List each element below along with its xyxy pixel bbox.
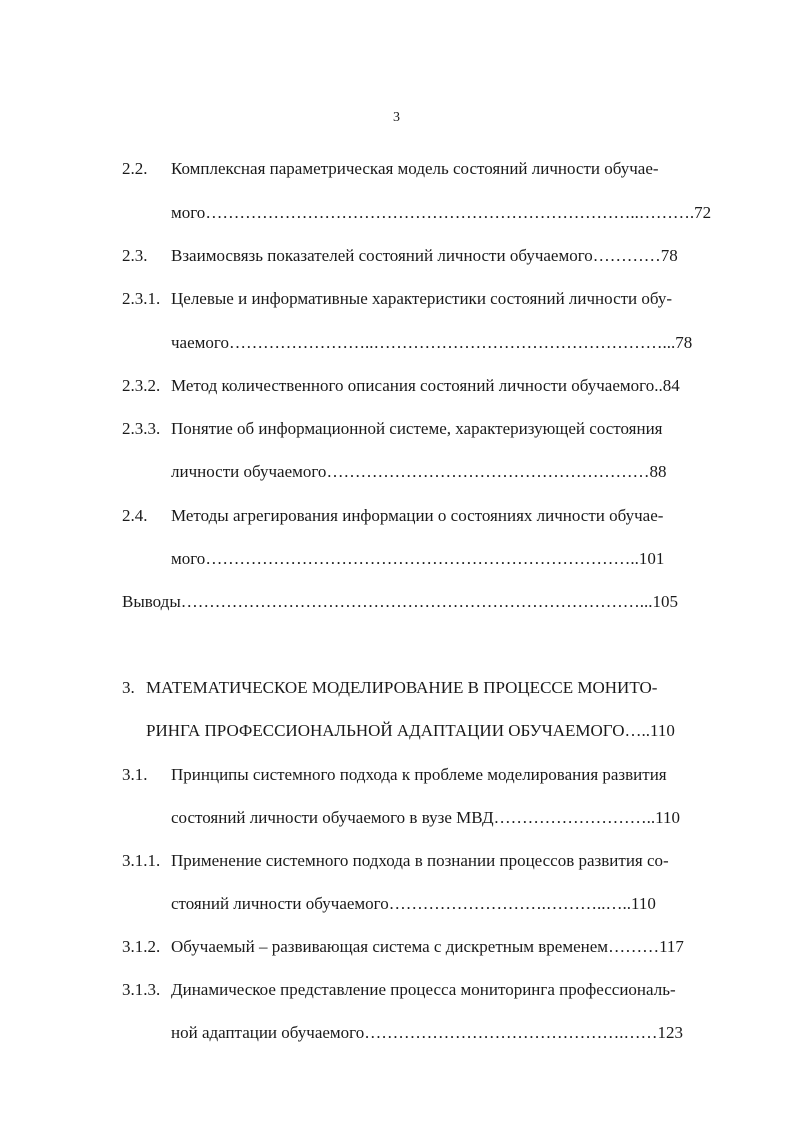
toc-title: состояний личности обучаемого в вузе МВД [171,808,494,827]
toc-page: 110 [655,808,680,827]
toc-entry-2-2-cont [171,202,711,224]
toc-entry-3-1-cont [171,807,680,829]
toc-entry-3-1-1-cont [171,893,656,915]
toc-title: личности обучаемого [171,462,327,481]
toc-number: 2.3.3. [122,419,161,438]
toc-number: 2.3. [122,246,148,265]
toc-title: Динамическое представление процесса мониторинга профессиональ- [171,980,676,999]
toc-title: Целевые и информативные характеристики состояний личности обу- [171,289,673,308]
toc-entry-2-4-cont [171,548,664,570]
toc-number: 3. [122,678,135,697]
toc-leader: ……… [608,937,660,956]
toc-page: 78 [660,246,678,265]
toc-entry-2-3-1-cont [171,332,692,354]
toc-chapter-3-cont [146,720,675,742]
toc-page: 88 [649,462,667,481]
toc-leader: ………………………………………………………………….. [205,549,639,568]
toc-title: Комплексная параметрическая модель состояний личности обучае- [171,159,659,178]
toc-leader: ….. [624,721,650,740]
toc-leader: …………………………………………………………………..………. [205,203,695,222]
toc-leader: .. [654,376,663,395]
toc-title: РИНГА ПРОФЕССИОНАЛЬНОЙ АДАПТАЦИИ ОБУЧАЕМОГО [146,721,625,740]
toc-page: 110 [650,721,675,740]
toc-title: Применение системного подхода в познании процессов развития со- [171,851,669,870]
toc-number: 2.4. [122,506,148,525]
toc-entry-2-3-3-cont [171,461,666,483]
toc-title: мого [171,203,206,222]
toc-page: 105 [652,592,679,611]
toc-leader: ……………………………………….…… [364,1023,658,1042]
toc-number: 2.3.1. [122,289,161,308]
toc-title: Метод количественного описания состояний личности обучаемого [171,376,655,395]
toc-number: 3.1.2. [122,937,161,956]
toc-number: 2.3.2. [122,376,161,395]
toc-entry-3-1-3-cont [171,1022,683,1044]
toc-title: Выводы [122,592,181,611]
toc-number: 3.1.3. [122,980,161,999]
toc-page: 84 [662,376,680,395]
toc-title: стояний личности обучаемого [171,894,389,913]
toc-leader: ……………………..……………………………………………... [228,333,676,352]
toc-leader: ……………………….………..….. [388,894,631,913]
toc-leader: ………………………………………………………………………... [180,592,653,611]
toc-title: Понятие об информационной системе, характеризующей состояния [171,419,663,438]
toc-page: 72 [694,203,712,222]
toc-number: 2.2. [122,159,148,178]
toc-page: 110 [630,894,656,913]
toc-leader: ……………………….. [493,808,656,827]
page-number: 3 [393,110,400,125]
toc-page: 117 [659,937,684,956]
toc-leader: ………………………………………………… [326,462,650,481]
toc-title: Обучаемый – развивающая система с дискретным временем [171,937,609,956]
toc-number: 3.1. [122,765,148,784]
toc-title: мого [171,549,206,568]
toc-title: Методы агрегирования информации о состояниях личности обучае- [171,506,664,525]
toc-title: чаемого [171,333,229,352]
toc-page: 78 [675,333,693,352]
toc-leader: ………… [592,246,661,265]
toc-title: МАТЕМАТИЧЕСКОЕ МОДЕЛИРОВАНИЕ В ПРОЦЕССЕ МОНИТО- [146,678,658,697]
toc-page: 101 [638,549,665,568]
toc-entry-vyvody [122,591,678,613]
toc-page: 123 [657,1023,683,1042]
toc-title: Взаимосвязь показателей состояний личности обучаемого [171,246,593,265]
toc-title: ной адаптации обучаемого [171,1023,365,1042]
toc-number: 3.1.1. [122,851,161,870]
toc-title: Принципы системного подхода к проблеме моделирования развития [171,765,667,784]
